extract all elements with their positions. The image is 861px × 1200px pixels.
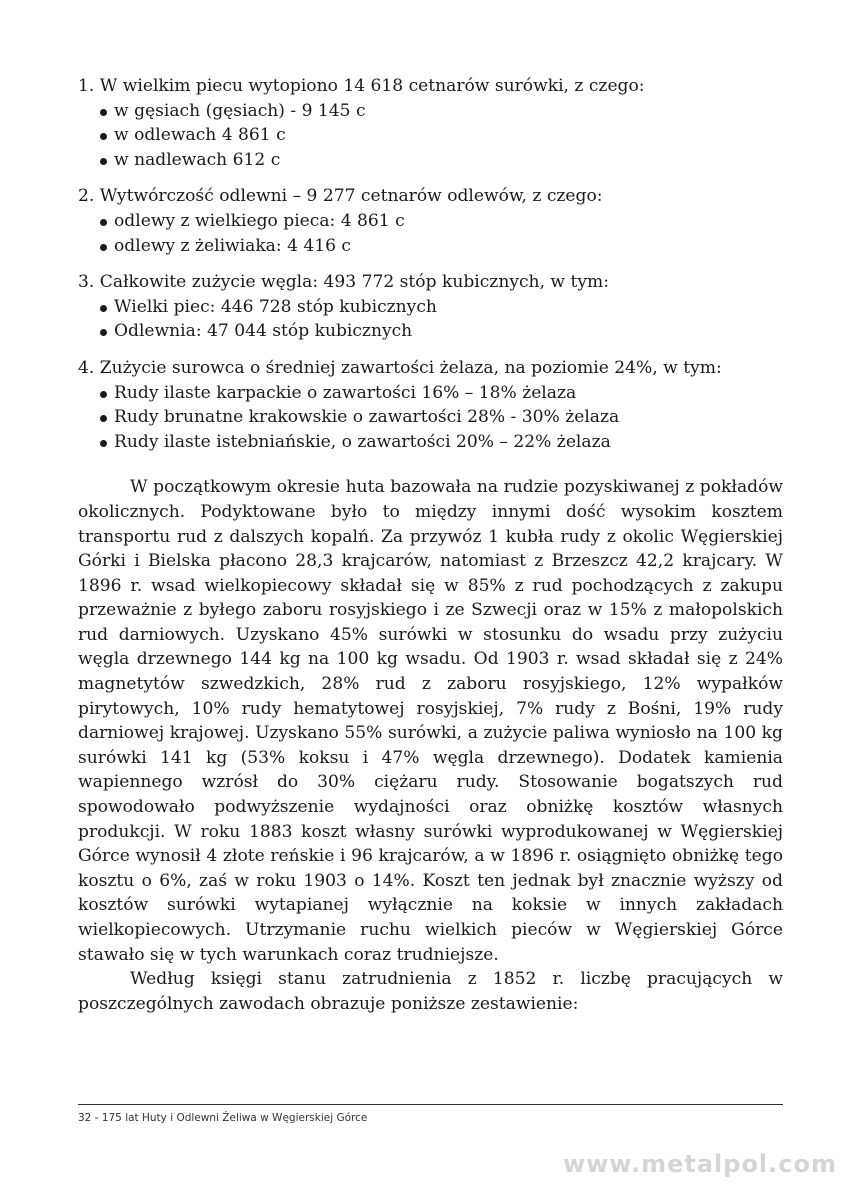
section-heading: 3. Całkowite zużycie węgla: 493 772 stóp kubicznych, w tym:: [78, 272, 609, 293]
footer-divider: [78, 1104, 783, 1105]
bullet-item: odlewy z wielkiego pieca: 4 861 c: [98, 209, 783, 234]
paragraph: W początkowym okresie huta bazowała na rudzie pozyskiwanej z pokładów okolicznych. Podyktowane było to między innymi dość wysokim kosztem transportu rud z dalszych kopalń. Za przywóz 1 kubła rudy z okolic Węgierskiej Górki i Bielska płacono 28,3 krajcarów, natomiast z Brzeszcz 42,2 krajcary. W 1896 r. wsad wielkopiecowy składał się w 85% z rud pochodzących z zakupu przeważnie z byłego zaboru rosyjskiego i ze Szwecji oraz w 15% z małopolskich rud darniowych. Uzyskano 45% surówki w stosunku do wsadu przy zużyciu węgla drzewnego 144 kg na 100 kg wsadu. Od 1903 r. wsad składał się z 24% magnetytów szwedzkich, 28% rud z zaboru rosyjskiego, 12% wypałków pirytowych, 10% rudy hematytowej rosyjskiej, 7% rudy z Bośni, 19% rudy darniowej krajowej. Uzyskano 55% surówki, a zużycie paliwa wyniosło na 100 kg surówki 141 kg (53% koksu i 47% węgla drzewnego). Dodatek kamienia wapiennego wzrósł do 30% ciężaru rudy. Stosowanie bogatszych rud spowodowało podwyższenie wydajności oraz obniżkę kosztów własnych produkcji. W roku 1883 koszt własny surówki wyprodukowanej w Węgierskiej Górce wynosił 4 złote reńskie i 96 krajcarów, a w 1896 r. osiągnięto obniżkę tego kosztu o 6%, zaś w roku 1903 o 14%. Koszt ten jednak był znacznie wyższy od kosztów surówki wytapianej wyłącznie na koksie w innych zakładach wielkopiecowych. Utrzymanie ruchu wielkich pieców w Węgierskiej Górce stawało się w tych warunkach coraz trudniejsze.: [78, 477, 783, 965]
bullet-list: [78, 209, 783, 258]
paragraph: Według księgi stanu zatrudnienia z 1852 r. liczbę pracujących w poszczególnych zawodach obrazuje poniższe zestawienie:: [78, 969, 783, 1014]
bullet-item: Odlewnia: 47 044 stóp kubicznych: [98, 319, 783, 344]
bullet-item: Wielki piec: 446 728 stóp kubicznych: [98, 295, 783, 320]
bullet-list: [78, 295, 783, 344]
body-text: [78, 475, 783, 1016]
numbered-section-2: [78, 184, 783, 258]
bullet-list: [78, 381, 783, 455]
numbered-section-1: [78, 74, 783, 172]
page-footer: 32 - 175 lat Huty i Odlewni Żeliwa w Węgierskiej Górce: [78, 1112, 368, 1124]
section-heading: 1. W wielkim piecu wytopiono 14 618 cetnarów surówki, z czego:: [78, 76, 645, 96]
numbered-section-4: [78, 356, 783, 454]
bullet-item: Rudy brunatne krakowskie o zawartości 28% - 30% żelaza: [98, 405, 783, 430]
bullet-item: odlewy z żeliwiaka: 4 416 c: [98, 234, 783, 259]
bullet-item: w gęsiach (gęsiach) - 9 145 c: [98, 99, 783, 124]
section-heading: 2. Wytwórczość odlewni – 9 277 cetnarów odlewów, z czego:: [78, 186, 603, 207]
bullet-item: w nadlewach 612 c: [98, 148, 783, 173]
bullet-list: [78, 99, 783, 173]
bullet-item: Rudy ilaste karpackie o zawartości 16% – 18% żelaza: [98, 381, 783, 406]
section-heading: 4. Zużycie surowca o średniej zawartości żelaza, na poziomie 24%, w tym:: [78, 357, 722, 378]
bullet-item: Rudy ilaste istebniańskie, o zawartości 20% – 22% żelaza: [98, 430, 783, 455]
bullet-item: w odlewach 4 861 c: [98, 123, 783, 148]
numbered-section-3: [78, 270, 783, 344]
page-content: [78, 74, 783, 1016]
watermark: www.metalpol.com: [562, 1150, 837, 1178]
